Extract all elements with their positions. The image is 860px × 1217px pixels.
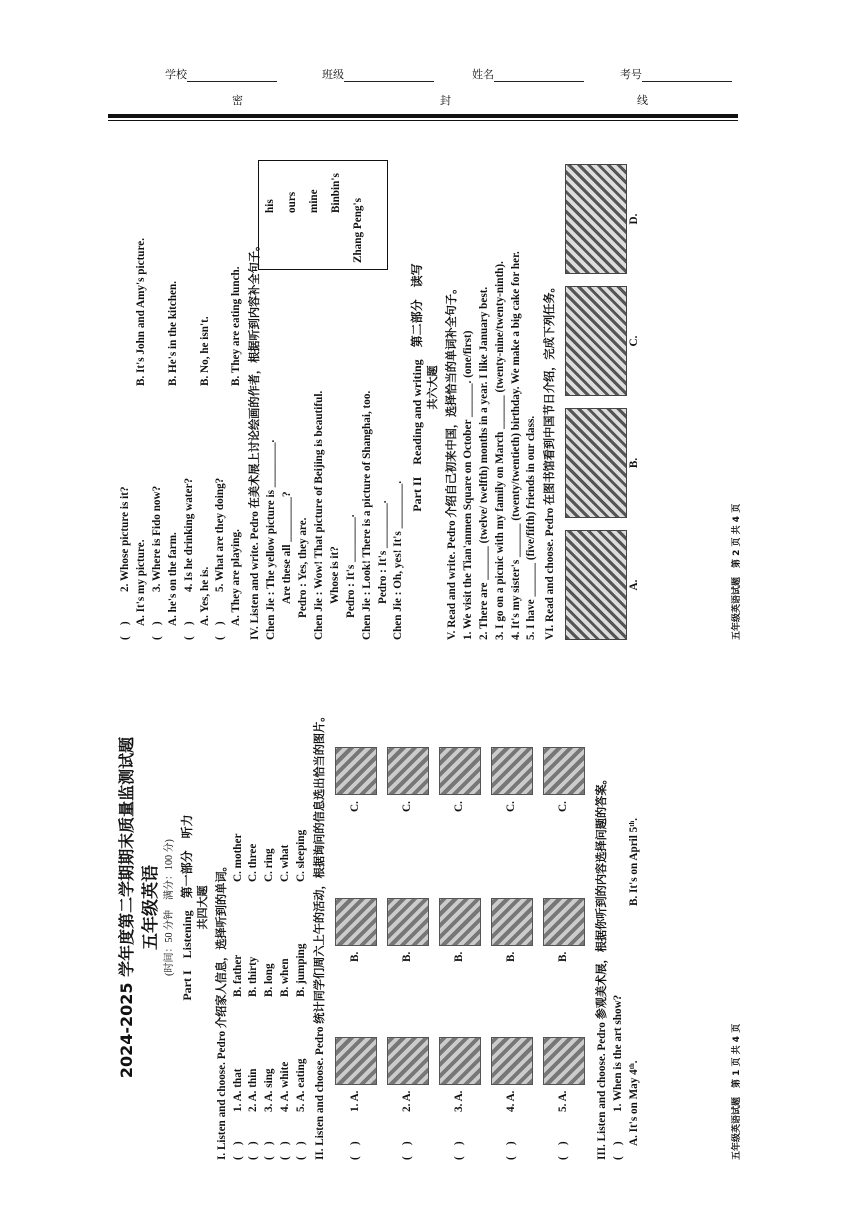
option-c: C. three (247, 843, 260, 882)
option-label: 5. A. (557, 1090, 570, 1112)
answer-paren[interactable]: ( ) (247, 1141, 260, 1160)
section-5-list (461, 135, 541, 640)
section-1-title: I. Listen and choose. Pedro 介绍家人信息，选择听到的单词。 (215, 860, 228, 1160)
option-image[interactable] (491, 1037, 533, 1085)
section-3-list-cont (118, 135, 245, 640)
exam-title: 2024-2025 学年度第二学期期末质量监测试题 (117, 736, 136, 1079)
option-image[interactable] (387, 898, 429, 946)
picture-question (439, 655, 481, 1160)
fill-blank-item[interactable]: 1. We visit the Tian'anmen Square on October ______. (one/first) (461, 330, 474, 640)
exam-no-field: 考号 (620, 66, 732, 82)
option-image[interactable] (491, 747, 533, 795)
name-blank[interactable] (494, 71, 584, 82)
page-right (108, 135, 748, 640)
picture-option (439, 812, 481, 962)
word-box-item: Binbin's (329, 173, 342, 213)
fill-blank-item[interactable]: 5. I have ______ (five/fifth) friends in our class. (525, 415, 538, 640)
fill-blank-item[interactable]: 2. There are ______ (twelve/ twelfth) months in a year. I like January best. (477, 286, 490, 640)
dialog-line[interactable]: Pedro : Yes, they are. (296, 517, 309, 618)
option-a: 4. A. white (279, 1061, 292, 1112)
picture-option (543, 662, 585, 812)
question-text: 1. When is the art show? (611, 994, 624, 1112)
option-label: C. (557, 801, 570, 812)
answer-options (627, 655, 643, 1160)
section-2-list (335, 655, 585, 1160)
picture-option (335, 962, 377, 1112)
option-a: 5. A. eating (295, 1058, 308, 1112)
question-row (262, 655, 278, 1160)
part-2-title: Part II Reading and writing 第二部分 读写 (410, 263, 425, 512)
option-label: B. (401, 951, 414, 962)
picture-option (491, 962, 533, 1112)
question-text: 2. Whose picture is it? (119, 486, 131, 592)
name-field: 姓名 (472, 66, 584, 82)
answer-paren[interactable]: ( ) (453, 1141, 466, 1160)
option-image[interactable] (335, 898, 377, 946)
picture-label: C. (628, 335, 641, 347)
question-row (182, 135, 198, 640)
option-b: B. No, he isn't. (198, 316, 211, 386)
picture-label: D. (628, 213, 641, 225)
dialog-line[interactable]: Chen Jie : Oh, yes! It's ________. (392, 480, 405, 640)
question-block (213, 135, 245, 640)
question-row (246, 655, 262, 1160)
picture-option (335, 662, 377, 812)
option-image[interactable] (387, 1037, 429, 1085)
picture-option (491, 812, 533, 962)
option-image[interactable] (387, 747, 429, 795)
section-4-dialog (264, 280, 407, 640)
question-row (150, 135, 166, 640)
question-text: 3. Where is Fido now? (150, 485, 163, 592)
page-footer-right: 五年级英语试题 第 2 页 共 4 页 (732, 503, 743, 640)
question-row (278, 655, 294, 1160)
seal-mark: 线 (637, 94, 648, 107)
word-box-item: mine (307, 189, 320, 213)
picture-option (387, 812, 429, 962)
option-c: C. mother (231, 833, 244, 882)
picture-question (387, 655, 429, 1160)
festival-image (565, 164, 627, 274)
question-text: 4. Is he drinking water? (182, 477, 195, 592)
answer-paren[interactable]: ( ) (214, 621, 227, 640)
picture-option (543, 962, 585, 1112)
option-c: C. sleeping (295, 829, 308, 882)
section-1-list (231, 655, 311, 1160)
option-a: A. he's on the farm. (166, 532, 179, 626)
word-box-item: ours (285, 191, 298, 213)
picture-option (439, 962, 481, 1112)
option-label: B. (453, 951, 466, 962)
picture-option (387, 962, 429, 1112)
option-a: 3. A. sing (263, 1068, 276, 1112)
school-field: 学校 (165, 66, 277, 82)
question-block (150, 135, 182, 640)
page-left (108, 655, 748, 1160)
festival-image (565, 408, 627, 518)
section-3-title: III. Listen and choose. Pedro 参观美术展，根据你听到的内容选择问题的答案。 (596, 773, 609, 1160)
option-image[interactable] (543, 747, 585, 795)
answer-options (134, 135, 150, 640)
festival-picture[interactable] (565, 408, 643, 518)
question-row (294, 655, 310, 1160)
word-box (258, 160, 388, 270)
option-b: B. It's John and Amy's picture. (134, 237, 147, 386)
option-label: C. (401, 801, 414, 812)
festival-picture[interactable] (565, 530, 643, 640)
fill-blank-item[interactable]: 4. It's my sister's ______ (twenty/twentieth) birthday. We make a big cake for her. (509, 251, 522, 640)
answer-paren[interactable]: ( ) (505, 1141, 518, 1160)
seal-mark: 密 (232, 94, 243, 107)
option-label: C. (505, 801, 518, 812)
dialog-line[interactable]: Chen Jie : Look! There is a picture of Shanghai, too. (360, 390, 373, 640)
festival-image (565, 286, 627, 396)
picture-label: B. (628, 457, 641, 469)
exam-page (108, 130, 748, 1170)
seal-mark: 封 (440, 94, 451, 107)
answer-paren[interactable]: ( ) (150, 621, 163, 640)
part-2-count: 共六大题 (427, 365, 440, 410)
school-blank[interactable] (187, 71, 277, 82)
seal-line-thin (108, 120, 738, 121)
exam-no-blank[interactable] (642, 71, 732, 82)
picture-option (491, 662, 533, 812)
picture-label: A. (628, 579, 641, 591)
option-label: 2. A. (401, 1090, 414, 1112)
section-5-title: V. Read and write. Pedro 介绍自己初来中国，选择恰当的单词补全句子。 (445, 282, 458, 640)
option-image[interactable] (439, 898, 481, 946)
section-2-title: II. Listen and choose. Pedro 统计同学们周六上午的活动，根据询问的信息选出恰当的图片。 (314, 710, 327, 1160)
answer-paren[interactable]: ( ) (295, 1141, 308, 1160)
dialog-line[interactable]: Chen Jie : Wow! That picture of Beijing is beautiful. (312, 390, 325, 640)
option-label: 1. A. (349, 1090, 362, 1112)
option-image[interactable] (335, 747, 377, 795)
section-6-title: VI. Read and choose. Pedro 在图书馆看到中国节日介绍，完成下列任务。 (544, 281, 557, 640)
section-3-list (611, 655, 643, 1160)
answer-paren[interactable]: ( ) (611, 1141, 624, 1160)
answer-paren[interactable]: ( ) (182, 621, 195, 640)
festival-image (565, 530, 627, 640)
option-b: B. when (279, 958, 292, 997)
section-4-title: IV. Listen and write. Pedro 在美术展上讨论绘画的作者，根据听到内容补全句子。 (249, 239, 262, 640)
exam-subject: 五年级英语 (140, 865, 161, 950)
option-label: 3. A. (453, 1090, 466, 1112)
word-box-item: his (264, 199, 276, 213)
class-blank[interactable] (344, 71, 434, 82)
question-row (611, 655, 627, 1160)
option-image[interactable] (439, 747, 481, 795)
option-label: B. (557, 951, 570, 962)
section-6-pictures (565, 135, 643, 640)
answer-options (229, 135, 245, 640)
dialog-line[interactable]: Pedro : It's ________. (376, 500, 389, 604)
option-image[interactable] (335, 1037, 377, 1085)
part-1-title: Part I Listening 第一部分 听力 (180, 814, 195, 1001)
answer-paren[interactable]: ( ) (231, 1141, 244, 1160)
question-row (213, 135, 229, 640)
answer-paren[interactable]: ( ) (557, 1141, 570, 1160)
fill-blank-item[interactable]: 3. I go on a picnic with my family on March ______ (twenty-nine/twenty-ninth). (493, 261, 506, 640)
part-1-count: 共四大题 (197, 885, 210, 930)
option-a: A. Yes, he is. (198, 566, 211, 626)
option-label: 4. A. (505, 1090, 518, 1112)
question-row (118, 135, 134, 640)
answer-paren[interactable]: ( ) (349, 1141, 362, 1160)
dialog-line[interactable]: Whose is it? (328, 546, 341, 604)
question-block (182, 135, 214, 640)
question-block (118, 135, 150, 640)
question-block (611, 655, 643, 1160)
answer-paren[interactable]: ( ) (401, 1141, 414, 1160)
option-b: B. They are eating lunch. (230, 266, 243, 386)
option-b: B. thirty (247, 956, 260, 997)
picture-question (543, 655, 585, 1160)
dialog-line[interactable]: Are these all ________? (281, 491, 294, 604)
picture-option (387, 662, 429, 812)
option-b: B. jumping (295, 943, 308, 997)
option-a: A. It's my picture. (134, 539, 147, 626)
answer-paren[interactable]: ( ) (263, 1141, 276, 1160)
option-b: B. long (263, 963, 276, 997)
picture-option (543, 812, 585, 962)
picture-option (335, 812, 377, 962)
option-label: B. (349, 951, 362, 962)
option-label: B. (505, 951, 518, 962)
option-c: C. ring (263, 848, 276, 882)
option-image[interactable] (543, 1037, 585, 1085)
option-image[interactable] (491, 898, 533, 946)
option-c: C. what (279, 844, 292, 882)
option-a: A. They are playing. (230, 529, 243, 626)
option-b: B. father (231, 954, 244, 997)
option-label: C. (349, 801, 362, 812)
answer-options (166, 135, 182, 640)
festival-picture[interactable] (565, 164, 643, 274)
exam-info: (时间：50 分钟 满分：100 分) (163, 839, 175, 976)
option-a: 1. A. that (231, 1068, 244, 1112)
dialog-line[interactable]: Chen Jie : The yellow picture is ________. (265, 439, 278, 640)
option-image[interactable] (543, 898, 585, 946)
option-b: B. He's in the kitchen. (166, 280, 179, 386)
word-box-item: Zhang Peng's (351, 198, 364, 263)
picture-question (335, 655, 377, 1160)
question-row (231, 655, 247, 1160)
answer-paren[interactable]: ( ) (119, 621, 131, 640)
festival-picture[interactable] (565, 286, 643, 396)
picture-option (439, 662, 481, 812)
seal-line (108, 114, 738, 118)
page-footer-left: 五年级英语试题 第 1 页 共 4 页 (732, 1023, 743, 1160)
option-image[interactable] (439, 1037, 481, 1085)
question-text: 5. What are they doing? (214, 477, 227, 592)
option-label: C. (453, 801, 466, 812)
answer-paren[interactable]: ( ) (279, 1141, 292, 1160)
dialog-line[interactable]: Pedro : It's ________. (344, 514, 357, 618)
option-b: B. It's on April 5ᵗʰ. (627, 817, 640, 906)
answer-options (198, 135, 214, 640)
picture-question (491, 655, 533, 1160)
option-a: A. It's on May 4ᵗʰ. (627, 1060, 640, 1146)
option-a: 2. A. thin (247, 1068, 260, 1112)
class-field: 班级 (322, 66, 434, 82)
